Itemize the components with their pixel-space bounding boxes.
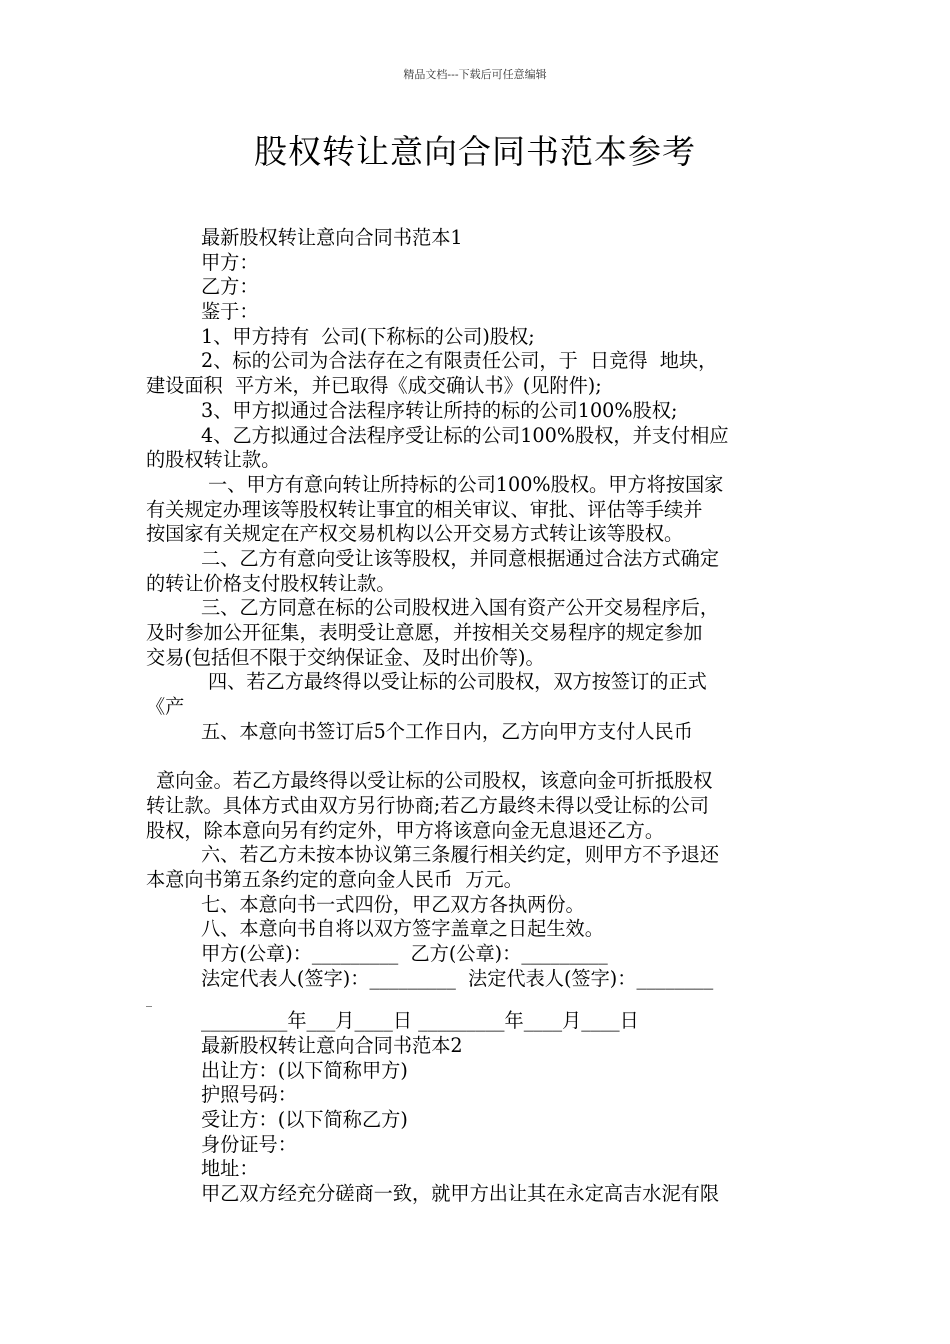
text-line: 鉴于： [201,300,259,324]
text-line: 转让款。具体方式由双方另行协商;若乙方最终未得以受让标的公司 [146,793,709,817]
text-line: 出让方：(以下简称甲方) [201,1058,408,1082]
text-line: 建设面积 平方米，并已取得《成交确认书》(见附件); [146,374,602,398]
text-line: 意向金。若乙方最终得以受让标的公司股权，该意向金可折抵股权 [156,769,713,793]
text-line: 四、若乙方最终得以受让标的公司股权，双方按签订的正式 [208,670,707,694]
text-line: 一、甲方有意向转让所持标的公司100%股权。甲方将按国家 [208,472,724,496]
section-heading: 最新股权转让意向合同书范本2 [201,1034,463,1057]
text-line: _ [146,993,152,1008]
signature-line: 甲方(公章)：_________ 乙方(公章)：_________ [201,941,608,965]
text-line: 受让方：(以下简称乙方) [201,1108,408,1132]
text-line: 有关规定办理该等股权转让事宜的相关审议、审批、评估等手续并 [146,497,703,521]
section-heading: 最新股权转让意向合同书范本1 [201,226,463,249]
text-line: 甲乙双方经充分磋商一致，就甲方出让其在永定高吉水泥有限 [201,1182,720,1206]
text-line: 六、若乙方未按本协议第三条履行相关约定，则甲方不予退还 [201,843,720,867]
text-line: 按国家有关规定在产权交易机构以公开交易方式转让该等股权。 [146,522,684,546]
text-line: 的转让价格支付股权转让款。 [146,571,396,595]
text-line: 《产 [146,695,185,719]
document-body [146,226,806,1207]
text-line: 1、甲方持有 公司(下称标的公司)股权; [201,324,535,348]
date-line: _________年___月____日 _________年____月____日 [201,1009,639,1033]
text-line: 2、标的公司为合法存在之有限责任公司，于 日竞得 地块， [201,349,718,373]
text-line: 本意向书第五条约定的意向金人民币 万元。 [146,867,523,891]
text-line: 的股权转让款。 [146,448,281,472]
text-line: 七、本意向书一式四份，甲乙双方各执两份。 [201,892,585,916]
blank-line [146,744,806,769]
text-line: 4、乙方拟通过合法程序受让标的公司100%股权，并支付相应 [201,423,729,447]
text-line: 甲方： [201,250,259,274]
text-line: 乙方： [201,275,259,299]
text-line: 护照号码： [201,1083,297,1107]
text-line: 股权，除本意向另有约定外，甲方将该意向金无息退还乙方。 [146,818,665,842]
text-line: 及时参加公开征集，表明受让意愿，并按相关交易程序的规定参加 [146,621,703,644]
text-line: 3、甲方拟通过合法程序转让所持的标的公司100%股权; [201,398,678,422]
document-title: 股权转让意向合同书范本参考 [254,132,696,171]
text-line: 身份证号： [201,1132,297,1156]
text-line: 八、本意向书自将以双方签字盖章之日起生效。 [201,917,604,941]
page-header: 精品文档---下载后可任意编辑 [403,68,547,81]
text-line: 交易(包括但不限于交纳保证金、及时出价等)。 [146,645,545,669]
text-line: 三、乙方同意在标的公司股权进入国有资产公开交易程序后， [201,596,720,620]
text-line: 二、乙方有意向受让该等股权，并同意根据通过合法方式确定 [201,546,720,570]
text-line: 地址： [201,1157,259,1181]
signature-line: 法定代表人(签字)：_________ 法定代表人(签字)：________ [201,966,714,990]
text-line: 五、本意向书签订后5个工作日内，乙方向甲方支付人民币 [201,719,693,743]
